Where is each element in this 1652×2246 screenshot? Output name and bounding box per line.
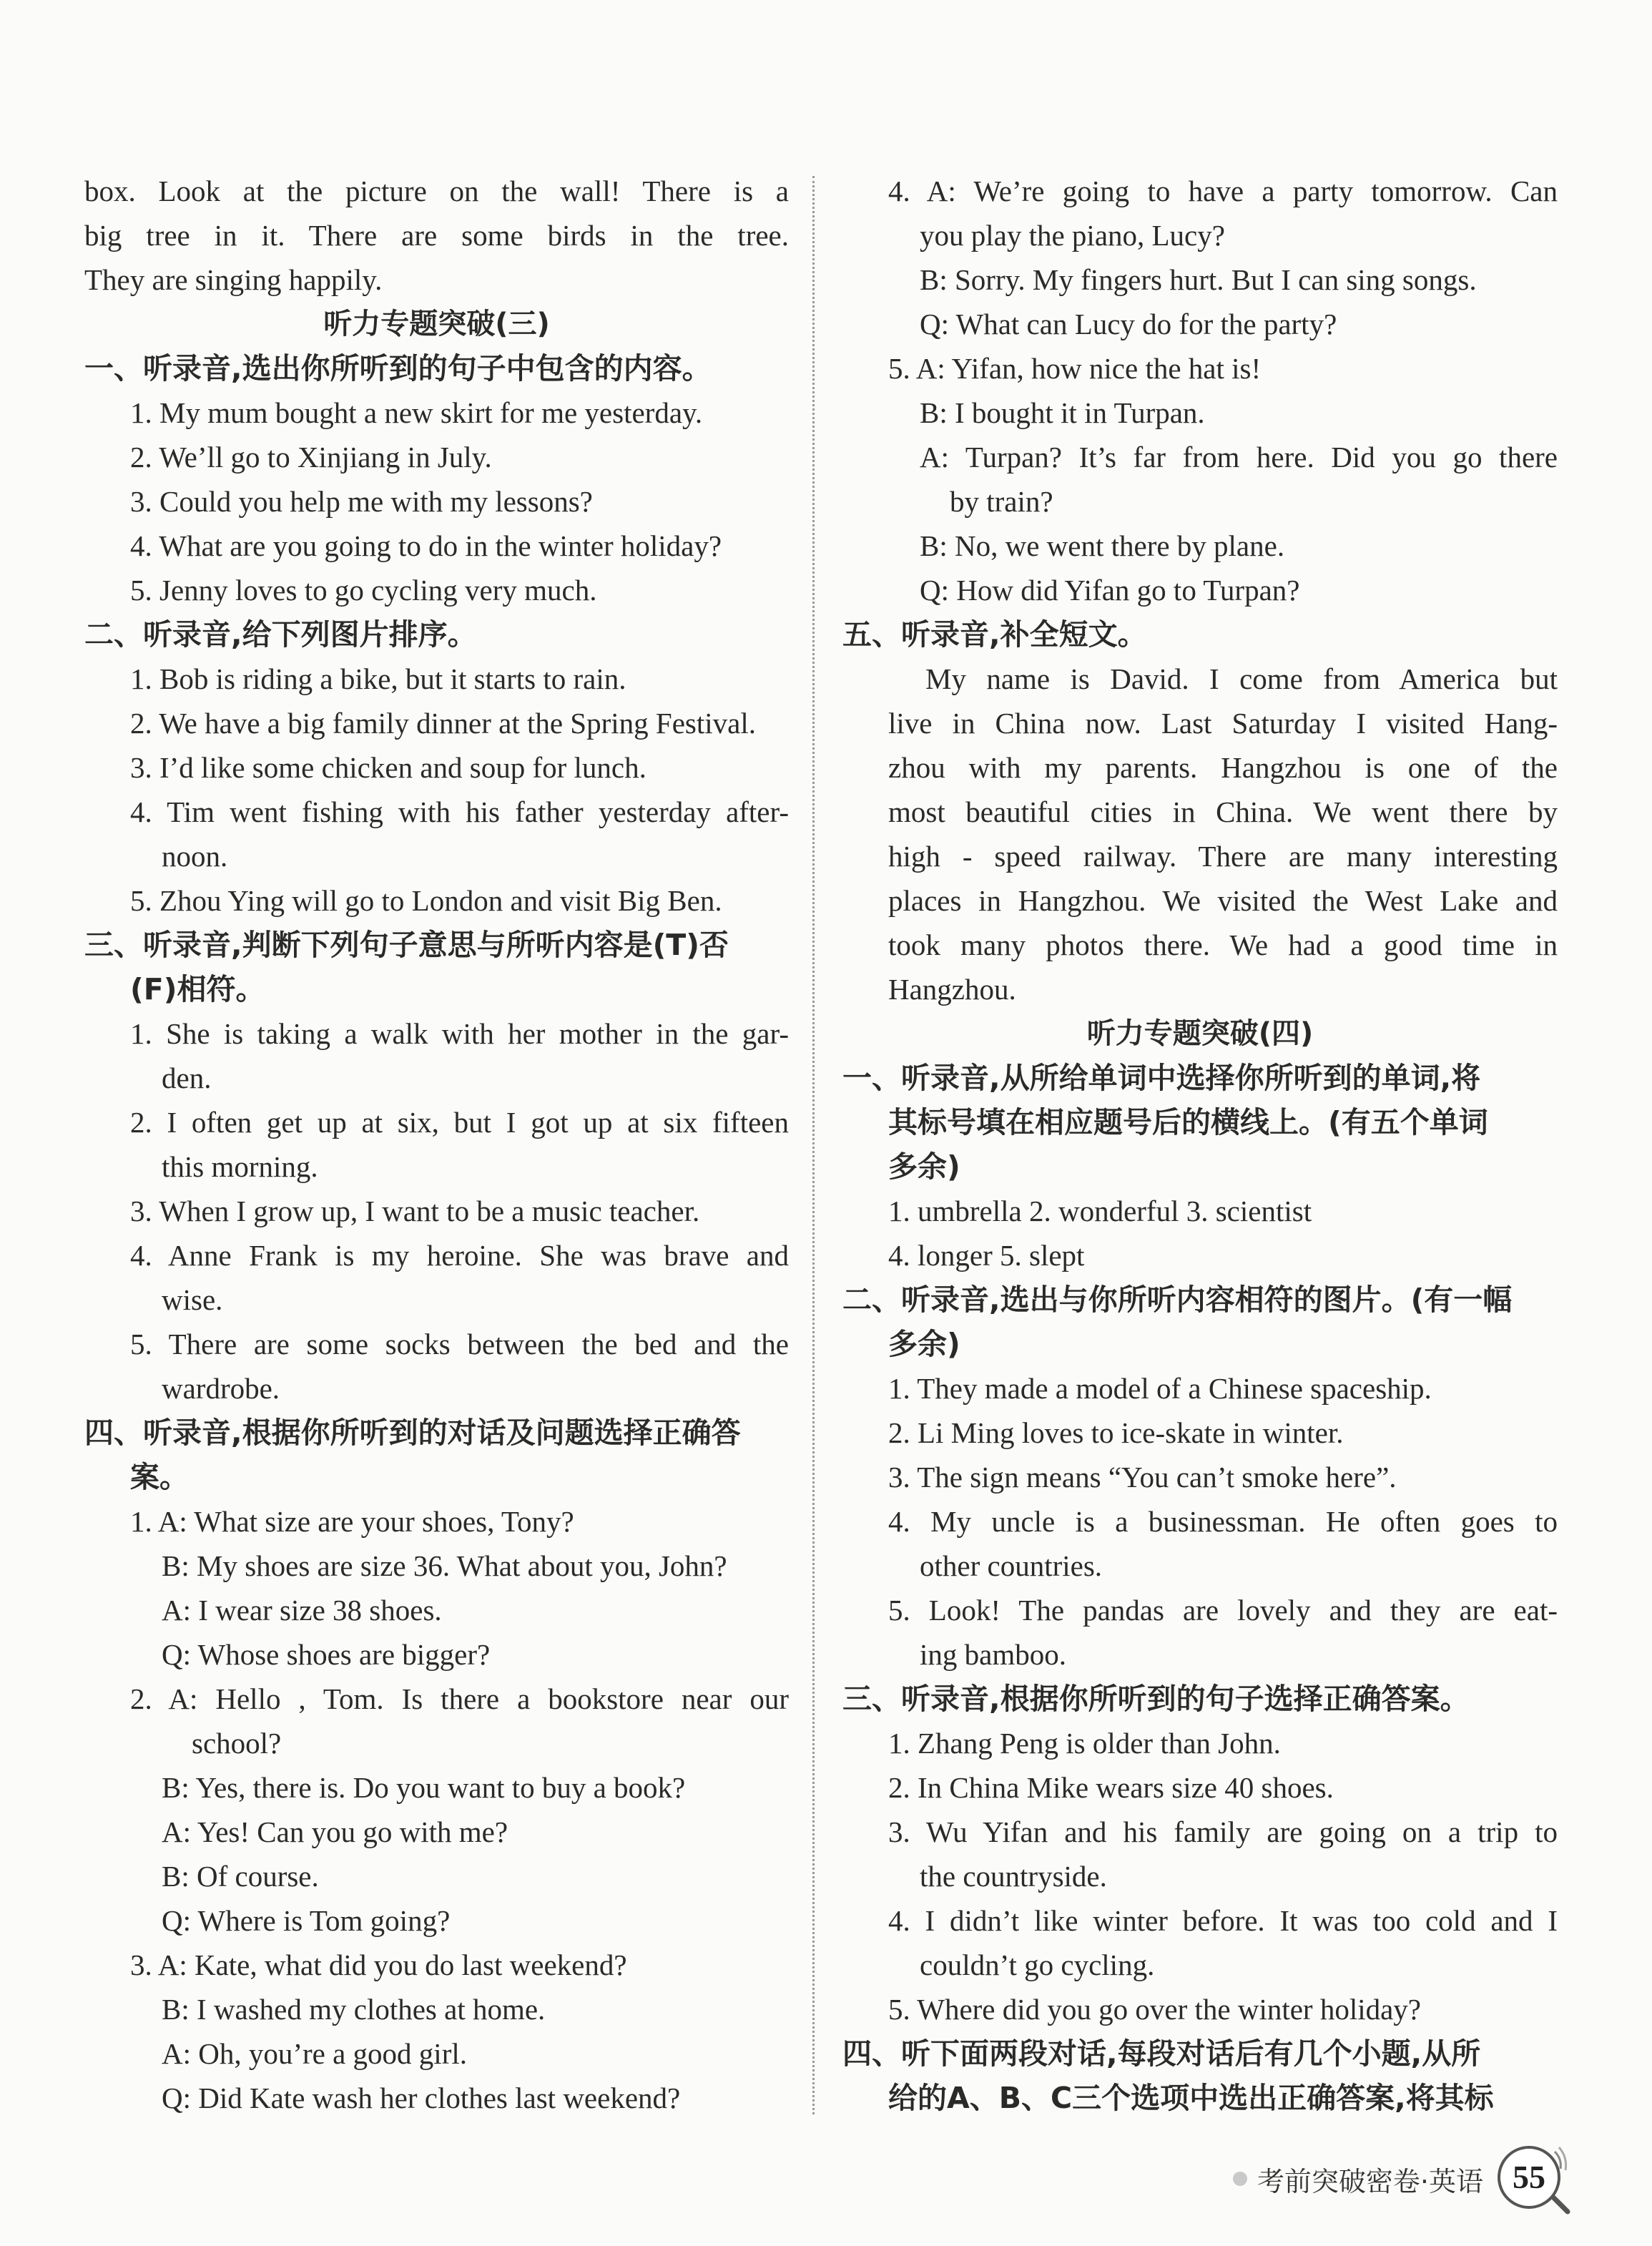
question-heading: 四、听下面两段对话,每段对话后有几个小题,从所 (842, 2036, 1481, 2071)
text-line: 3. I’d like some chicken and soup for lunch. (130, 751, 646, 784)
text-line: 3. Could you help me with my lessons? (130, 485, 593, 518)
left-column (84, 169, 789, 2120)
text-line: big tree in it. There are some birds in the tree. (84, 219, 789, 252)
text-line: high - speed railway. There are many interesting (888, 840, 1558, 873)
text-line: 1. umbrella 2. wonderful 3. scientist (888, 1195, 1312, 1227)
text-line: B: Of course. (162, 1860, 319, 1893)
text-line: 1. She is taking a walk with her mother in the gar- (130, 1017, 789, 1050)
text-line: My name is David. I come from America but (925, 662, 1558, 695)
footer-book-title: 考前突破密卷·英语 (1257, 2165, 1483, 2197)
text-line: B: I bought it in Turpan. (920, 396, 1205, 429)
text-line: couldn’t go cycling. (920, 1948, 1155, 1981)
text-line: 5. Look! The pandas are lovely and they are eat- (888, 1594, 1558, 1627)
text-line: live in China now. Last Saturday I visited Hang- (888, 707, 1558, 740)
text-line: They are singing happily. (84, 263, 383, 296)
text-line: ing bamboo. (920, 1638, 1066, 1671)
text-line: 3. The sign means “You can’t smoke here”. (888, 1461, 1397, 1494)
text-line: 3. Wu Yifan and his family are going on a trip to (888, 1815, 1558, 1848)
text-line: by train? (950, 485, 1053, 518)
text-line: 4. Tim went fishing with his father yesterday after- (130, 795, 789, 828)
text-line: Q: How did Yifan go to Turpan? (920, 574, 1300, 607)
text-line: A: I wear size 38 shoes. (162, 1594, 442, 1627)
text-line: zhou with my parents. Hangzhou is one of the (888, 751, 1558, 784)
text-line: the countryside. (920, 1860, 1107, 1893)
question-heading: 一、听录音,从所给单词中选择你所听到的单词,将 (842, 1061, 1481, 1095)
text-line: 5. There are some socks between the bed and the (130, 1328, 789, 1360)
question-heading: 四、听录音,根据你所听到的对话及问题选择正确答 (84, 1416, 741, 1450)
text-line: Q: What can Lucy do for the party? (920, 308, 1337, 340)
question-heading: 三、听录音,根据你所听到的句子选择正确答案。 (842, 1682, 1470, 1716)
question-heading: 一、听录音,选出你所听到的句子中包含的内容。 (84, 351, 712, 386)
text-line: school? (192, 1727, 282, 1760)
text-line: B: Yes, there is. Do you want to buy a book? (162, 1771, 686, 1804)
text-line: 1. Zhang Peng is older than John. (888, 1727, 1281, 1760)
text-line: A: Oh, you’re a good girl. (162, 2037, 467, 2070)
page-number-badge (1493, 2143, 1572, 2215)
text-line: 2. In China Mike wears size 40 shoes. (888, 1771, 1334, 1804)
text-line: 2. I often get up at six, but I got up at six fifteen (130, 1106, 789, 1139)
text-line: Q: Whose shoes are bigger? (162, 1638, 491, 1671)
text-line: B: Sorry. My fingers hurt. But I can sing songs. (920, 263, 1477, 296)
text-line: 1. My mum bought a new skirt for me yesterday. (130, 396, 703, 429)
question-heading: 五、听录音,补全短文。 (842, 617, 1147, 652)
text-line: 4. longer 5. slept (888, 1239, 1085, 1272)
text-line: wardrobe. (162, 1372, 280, 1405)
question-heading: 给的A、B、C三个选项中选出正确答案,将其标 (888, 2081, 1494, 2115)
text-line: 5. A: Yifan, how nice the hat is! (888, 352, 1262, 385)
text-line: B: No, we went there by plane. (920, 529, 1285, 562)
question-heading: (F)相符。 (130, 972, 265, 1006)
question-heading: 二、听录音,选出与你所听内容相符的图片。(有一幅 (842, 1283, 1513, 1317)
question-heading: 案。 (130, 1460, 189, 1494)
right-column (842, 169, 1558, 2120)
text-line: this morning. (162, 1150, 318, 1183)
bullet-dot-icon (1233, 2172, 1247, 2186)
question-heading: 多余) (888, 1327, 960, 1361)
text-line: 4. My uncle is a businessman. He often goes to (888, 1505, 1558, 1538)
text-line: 1. They made a model of a Chinese spaceship. (888, 1372, 1432, 1405)
text-line: 2. We’ll go to Xinjiang in July. (130, 441, 492, 474)
text-line: Hangzhou. (888, 973, 1016, 1006)
text-line: 1. Bob is riding a bike, but it starts to rain. (130, 662, 626, 695)
text-line: 5. Where did you go over the winter holiday? (888, 1993, 1422, 2026)
text-line: places in Hangzhou. We visited the West Lake and (888, 884, 1558, 917)
page-number: 55 (1498, 2146, 1560, 2209)
text-line: 4. What are you going to do in the winter holiday? (130, 529, 722, 562)
text-line: box. Look at the picture on the wall! There is a (84, 175, 789, 207)
section-title: 听力专题突破(四) (1086, 1017, 1314, 1050)
question-heading: 其标号填在相应题号后的横线上。(有五个单词 (888, 1105, 1488, 1139)
text-line: den. (162, 1061, 212, 1094)
text-line: B: I washed my clothes at home. (162, 1993, 546, 2026)
text-line: 4. Anne Frank is my heroine. She was brave and (130, 1239, 789, 1272)
text-line: 4. I didn’t like winter before. It was too cold and I (888, 1904, 1558, 1937)
question-heading: 二、听录音,给下列图片排序。 (84, 617, 477, 652)
text-line: wise. (162, 1283, 223, 1316)
page-footer (1233, 2143, 1572, 2215)
text-line: B: My shoes are size 36. What about you, John? (162, 1549, 727, 1582)
text-line: other countries. (920, 1549, 1103, 1582)
text-line: A: Turpan? It’s far from here. Did you go there (920, 441, 1558, 474)
text-line: 2. Li Ming loves to ice-skate in winter. (888, 1416, 1344, 1449)
text-line: Q: Did Kate wash her clothes last weekend? (162, 2081, 681, 2114)
text-line: noon. (162, 840, 228, 873)
text-line: 5. Jenny loves to go cycling very much. (130, 574, 597, 607)
text-line: most beautiful cities in China. We went there by (888, 795, 1558, 828)
text-line: A: Yes! Can you go with me? (162, 1815, 508, 1848)
section-title: 听力专题突破(三) (323, 308, 550, 340)
text-line: 2. We have a big family dinner at the Spring Festival. (130, 707, 756, 740)
text-line: 1. A: What size are your shoes, Tony? (130, 1505, 574, 1538)
column-divider (812, 176, 815, 2114)
text-line: took many photos there. We had a good time in (888, 928, 1558, 961)
question-heading: 多余) (888, 1149, 960, 1184)
text-line: 3. A: Kate, what did you do last weekend? (130, 1948, 627, 1981)
text-line: 5. Zhou Ying will go to London and visit Big Ben. (130, 884, 722, 917)
text-line: 2. A: Hello , Tom. Is there a bookstore near our (130, 1682, 789, 1715)
text-line: 4. A: We’re going to have a party tomorrow. Can (888, 175, 1558, 207)
text-line: 3. When I grow up, I want to be a music teacher. (130, 1195, 700, 1227)
question-heading: 三、听录音,判断下列句子意思与所听内容是(T)否 (84, 928, 729, 962)
text-line: you play the piano, Lucy? (920, 219, 1225, 252)
text-line: Q: Where is Tom going? (162, 1904, 451, 1937)
